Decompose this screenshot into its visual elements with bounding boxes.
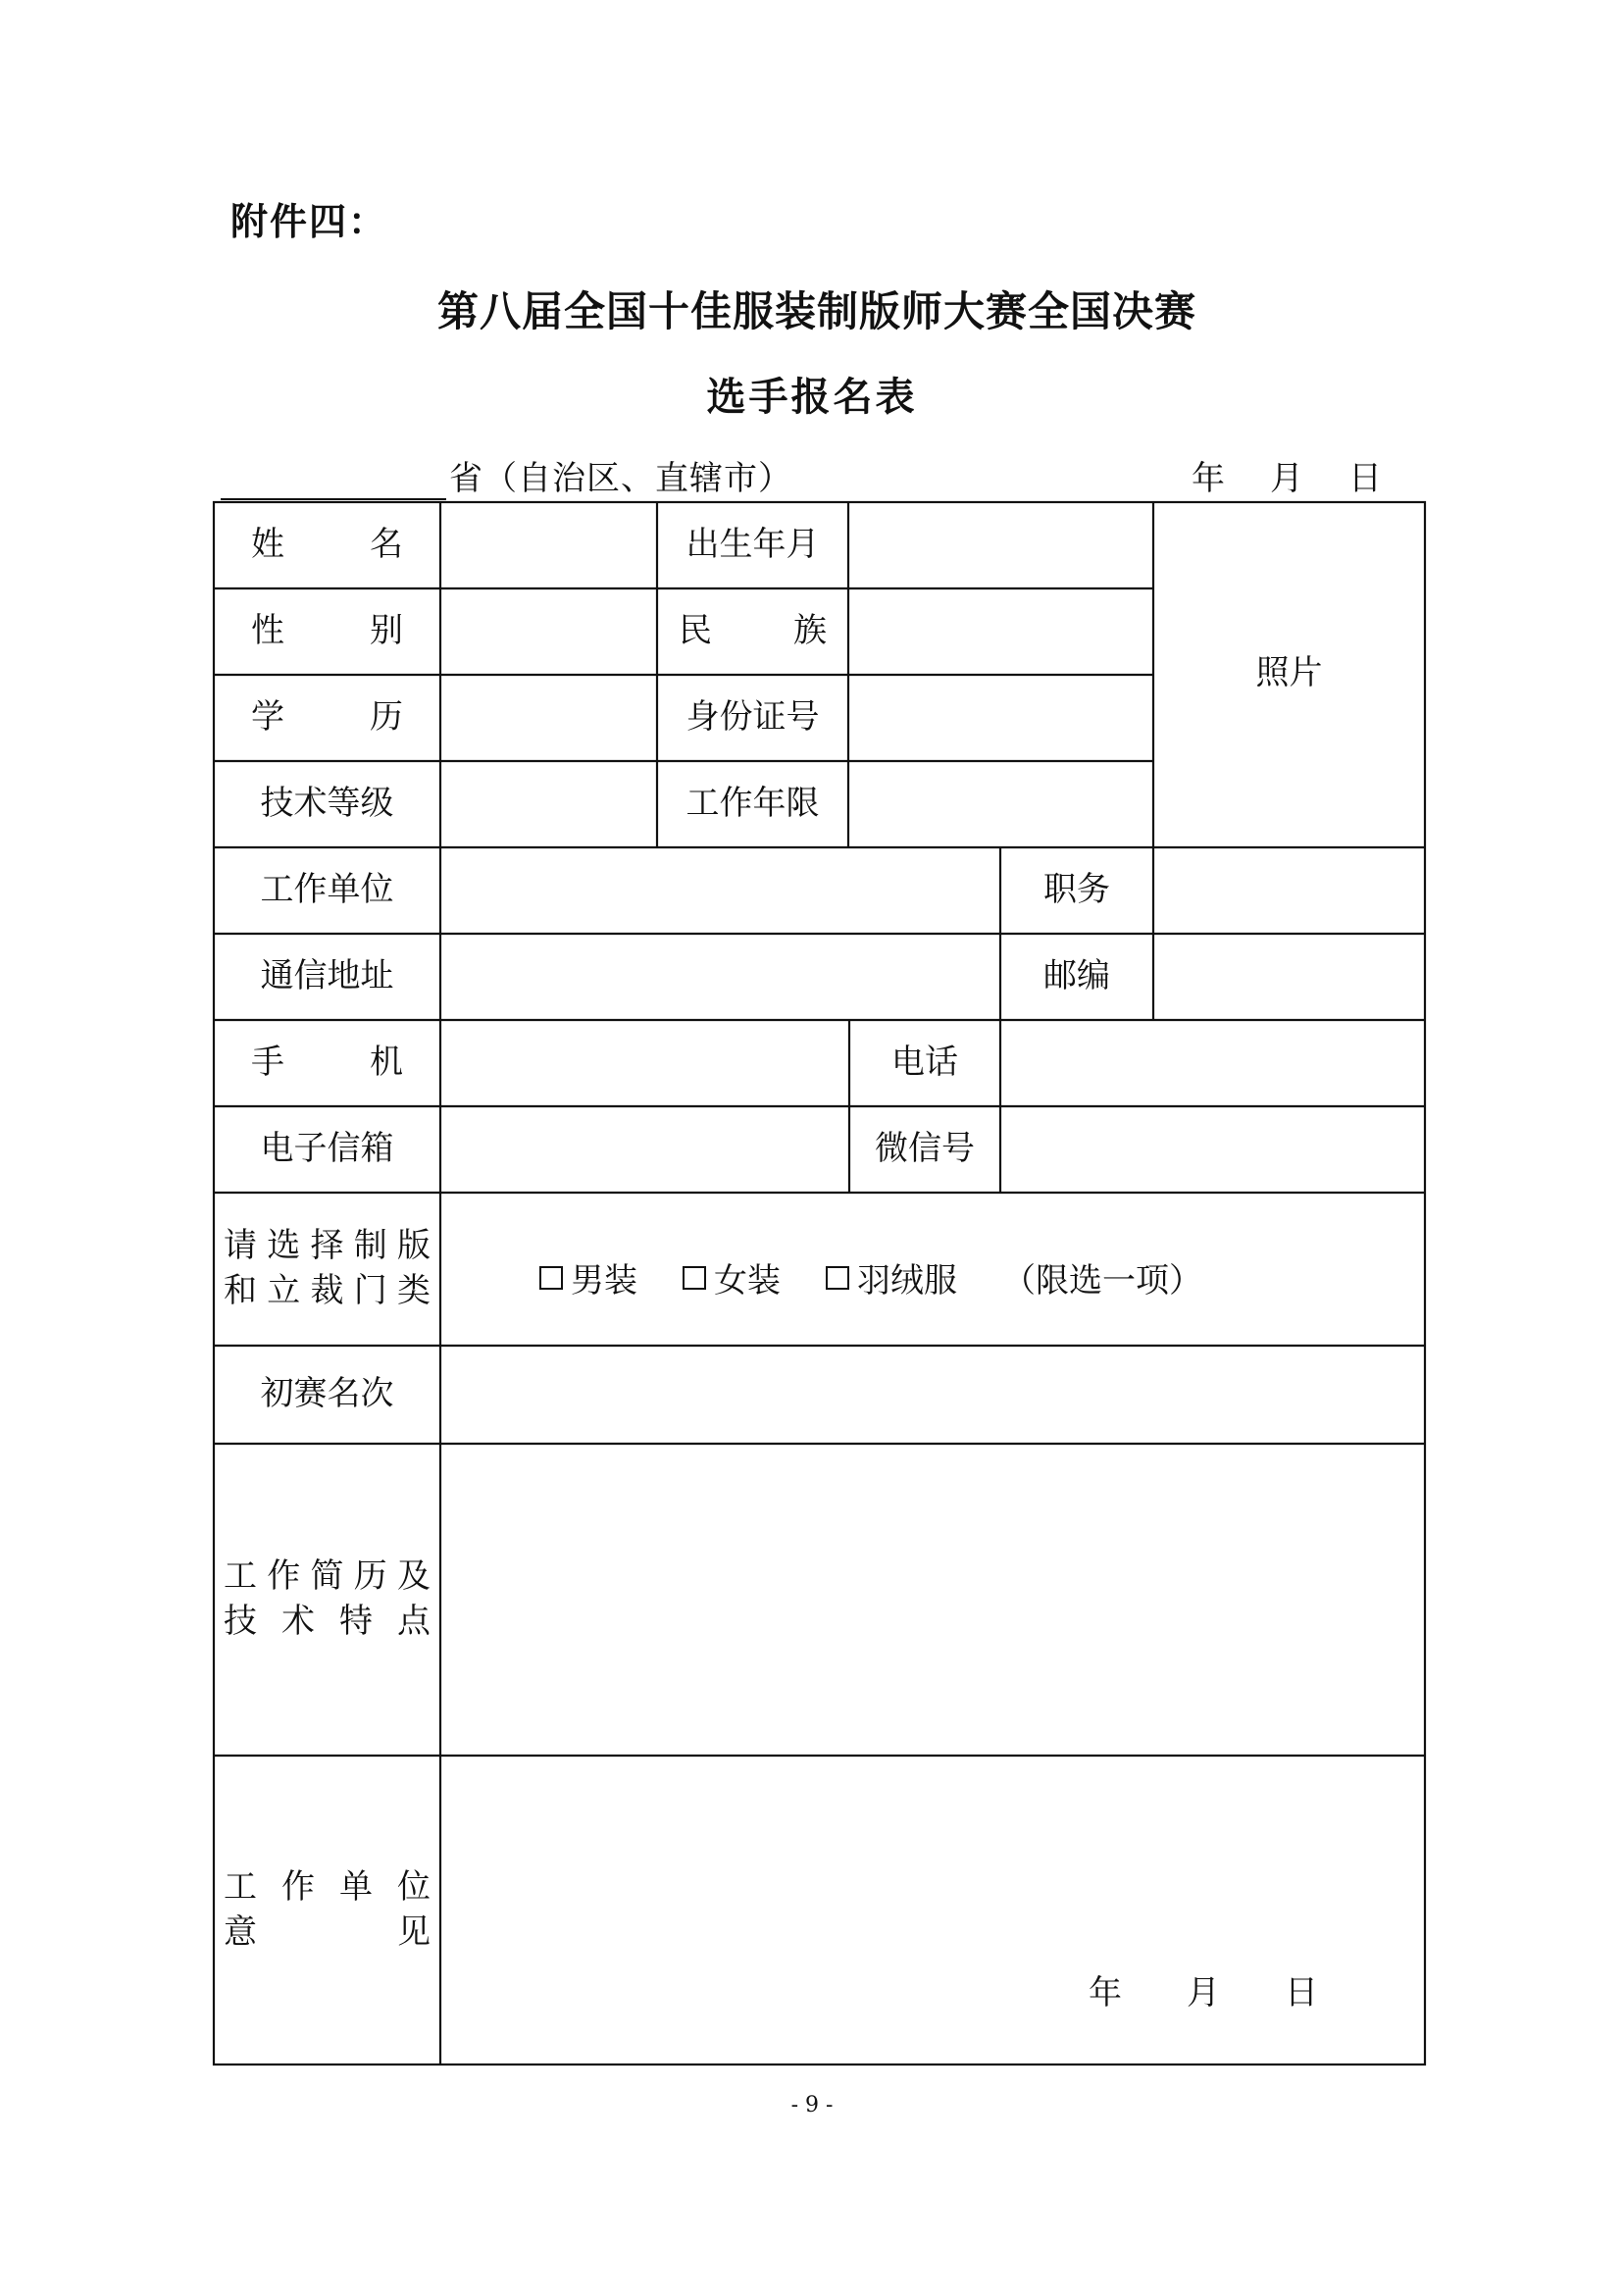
label-email: 电子信箱 [260, 1129, 394, 1169]
label-ethnicity-char: 族 [793, 611, 827, 651]
label-address: 通信地址 [260, 956, 394, 996]
ethnicity-field[interactable] [848, 588, 1153, 675]
label-mobile-char: 手 [251, 1043, 284, 1083]
label-birth: 出生年月 [685, 525, 820, 565]
label-employer-opinion-line2 [224, 1911, 431, 1956]
label-resume [214, 1444, 440, 1756]
checkbox-down-jacket[interactable] [826, 1266, 849, 1290]
label-gender-char: 性 [251, 611, 284, 651]
label-gender-char: 别 [370, 611, 403, 651]
label-id-number: 身份证号 [685, 697, 820, 738]
email-field[interactable] [440, 1106, 849, 1193]
birth-field[interactable] [848, 502, 1153, 588]
position-field[interactable] [1153, 847, 1425, 934]
sign-date-day: 日 [1285, 1973, 1318, 2013]
photo-box[interactable] [1153, 502, 1425, 847]
header-date-year: 年 [1192, 459, 1225, 498]
label-education-char: 历 [370, 697, 403, 738]
label-char: 位 [397, 1866, 431, 1907]
option-menswear[interactable] [539, 1253, 637, 1301]
checkbox-womenswear[interactable] [683, 1266, 706, 1290]
label-resume-line: 工作简历及 [224, 1556, 431, 1597]
category-note [1002, 1253, 1202, 1301]
label-photo: 照片 [1255, 653, 1323, 692]
phone-field[interactable] [1000, 1020, 1425, 1106]
option-womenswear[interactable] [683, 1253, 781, 1301]
attachment-label: 附件四： [230, 199, 388, 243]
label-char: 意 [224, 1912, 257, 1952]
label-name-char: 姓 [251, 525, 284, 565]
sign-date-year: 年 [1089, 1973, 1122, 2013]
gender-field[interactable] [440, 588, 657, 675]
label-category-line: 请选择制版 [224, 1226, 431, 1266]
label-gender [214, 588, 440, 675]
label-char: 作 [281, 1866, 315, 1907]
label-category [214, 1193, 440, 1346]
label-name-char: 名 [370, 525, 403, 565]
employer-field[interactable] [440, 847, 1000, 934]
label-resume-line: 技 术 特 点 [224, 1602, 431, 1641]
label-tech-level: 技术等级 [260, 784, 394, 824]
education-field[interactable] [440, 675, 657, 761]
label-phone: 电话 [891, 1043, 958, 1083]
label-ethnicity-char: 民 [679, 611, 712, 651]
resume-field[interactable] [440, 1444, 1425, 1756]
category-options [539, 1201, 1422, 1353]
sign-date [1089, 1965, 1318, 2014]
label-employer-opinion-line1 [224, 1865, 431, 1911]
label-postcode: 邮编 [1043, 956, 1110, 996]
option-menswear-label: 男装 [571, 1261, 637, 1300]
option-womenswear-label: 女装 [714, 1261, 781, 1300]
label-char: 单 [339, 1866, 373, 1907]
header-date-day: 日 [1348, 459, 1382, 498]
option-down-jacket-label: 羽绒服 [857, 1261, 957, 1300]
label-ethnicity [657, 588, 848, 675]
label-work-years: 工作年限 [685, 784, 820, 824]
employer-opinion-field[interactable] [440, 1756, 1425, 2065]
id-number-field[interactable] [848, 675, 1153, 761]
form-subtitle: 选手报名表 [706, 374, 918, 420]
label-mobile-char: 机 [370, 1043, 403, 1083]
checkbox-menswear[interactable] [539, 1266, 563, 1290]
page-number: - 9 - [790, 2093, 834, 2117]
label-education [214, 675, 440, 761]
label-char: 见 [397, 1912, 431, 1952]
label-mobile [214, 1020, 440, 1106]
work-years-field[interactable] [848, 761, 1153, 847]
wechat-field[interactable] [1000, 1106, 1425, 1193]
tech-level-field[interactable] [440, 761, 657, 847]
address-field[interactable] [440, 934, 1000, 1020]
name-field[interactable] [440, 502, 657, 588]
label-employer-opinion [214, 1756, 440, 2065]
label-position: 职务 [1043, 870, 1110, 910]
province-label: 省（自治区、直辖市） [449, 459, 792, 498]
label-education-char: 学 [251, 697, 284, 738]
label-char: 工 [224, 1866, 257, 1907]
category-note-text: （限选一项） [1002, 1261, 1202, 1300]
label-category-line: 和立裁门类 [224, 1271, 431, 1310]
postcode-field[interactable] [1153, 934, 1425, 1020]
mobile-field[interactable] [440, 1020, 849, 1106]
label-prelim-rank: 初赛名次 [260, 1374, 394, 1414]
label-employer: 工作单位 [260, 870, 394, 910]
prelim-rank-field[interactable] [440, 1346, 1425, 1444]
sign-date-month: 月 [1187, 1973, 1220, 2013]
header-date-month: 月 [1270, 459, 1303, 498]
option-down-jacket[interactable] [826, 1253, 957, 1301]
label-wechat: 微信号 [875, 1129, 975, 1169]
label-name [214, 502, 440, 588]
form-title: 第八届全国十佳服装制版师大赛全国决赛 [436, 287, 1196, 335]
